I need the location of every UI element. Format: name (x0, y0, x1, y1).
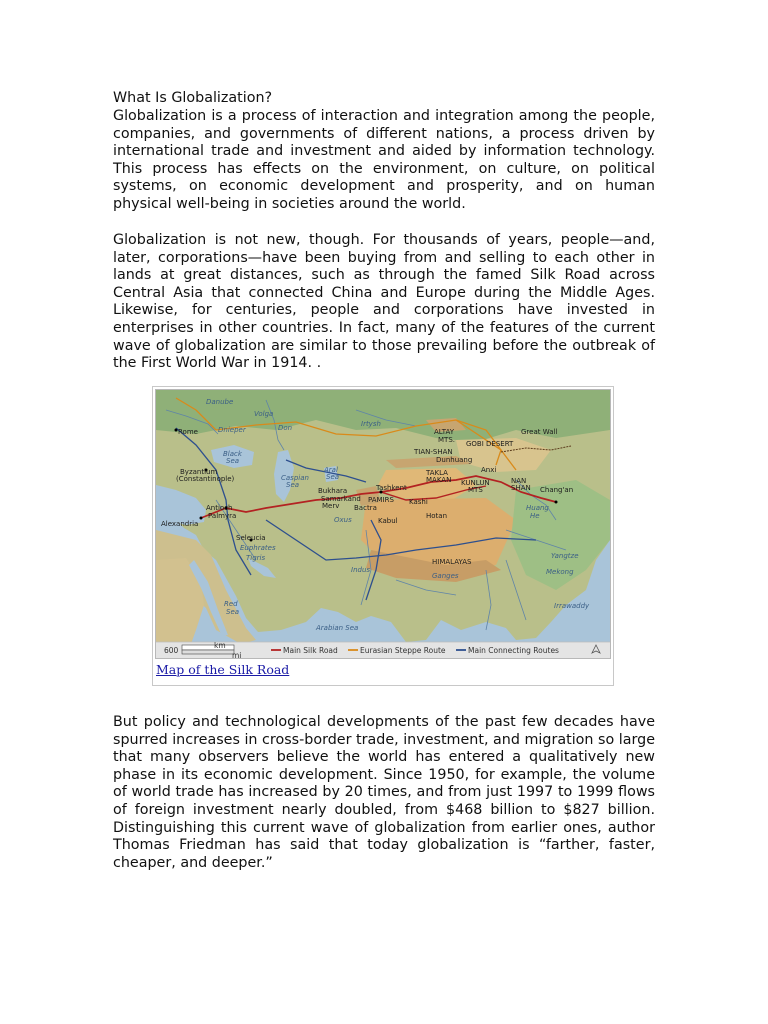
legend-connecting-text: Main Connecting Routes (468, 646, 559, 655)
label-bukhara: Bukhara (318, 487, 348, 495)
label-mekong: Mekong (546, 568, 574, 576)
label-caspian-2: Sea (286, 481, 300, 489)
label-constantinople: (Constantinople) (176, 475, 235, 483)
label-himalayas: HIMALAYAS (432, 558, 472, 566)
scale-bar-mi (182, 650, 234, 654)
alexandria-city (200, 517, 203, 520)
label-kunlun-2: MTS (468, 486, 483, 494)
label-he: He (530, 512, 540, 520)
label-samarkand: Samarkand (321, 495, 361, 503)
label-byzantium: Byzantium (180, 468, 218, 476)
label-euphrates: Euphrates (240, 544, 276, 552)
label-bactra: Bactra (354, 504, 377, 512)
label-nanshan: NAN (511, 477, 527, 485)
scale-bar-km (182, 645, 234, 650)
label-tianshan: TIAN-SHAN (414, 448, 453, 456)
map-caption-link[interactable]: Map of the Silk Road (156, 662, 290, 677)
paragraph-2: Globalization is not new, though. For thousands of years, people—and, later, corporations—have been buying from and selling to each other in lands at great distances, such as through the famed Silk Road across Central Asia that connected China and Europe during the Middle Ages. Likewise, for centuries, people and corporations have invested in enterprises in other countries. In fact, many of the features of the current wave of globalization are similar to those prevailing before the outbreak of the First World War in 1914. . (113, 232, 655, 372)
legend-steppe-text: Eurasian Steppe Route (360, 646, 446, 655)
label-merv: Merv (322, 502, 340, 510)
label-gobi: GOBI DESERT (466, 440, 514, 448)
label-antioch: Antioch (206, 504, 233, 512)
label-dunhuang: Dunhuang (436, 456, 473, 464)
label-hotan: Hotan (426, 512, 448, 520)
label-black-sea-2: Sea (226, 457, 240, 465)
label-dnieper: Dnieper (218, 426, 246, 434)
label-anxi: Anxi (481, 466, 497, 474)
label-altay-mts: MTS. (438, 436, 455, 444)
label-huang: Huang (526, 504, 549, 512)
label-oxus: Oxus (334, 516, 352, 524)
label-alexandria: Alexandria (161, 520, 199, 528)
label-arabian-sea: Arabian Sea (316, 624, 359, 632)
label-nanshan-2: SHAN (511, 484, 531, 492)
label-ganges: Ganges (432, 572, 459, 580)
silk-road-map (155, 389, 611, 659)
label-volga: Volga (254, 410, 274, 418)
paragraph-1: Globalization is a process of interaction and integration among the people, companies, and governments of different nations, a process driven by international trade and investment and aided by information technology. This process has effects on the environment, on culture, on political systems, on economic development and prosperity, and on human physical well-being in societies around the world. (113, 108, 655, 212)
label-red-sea-2: Sea (226, 608, 240, 616)
label-kashi: Kashi (409, 498, 428, 506)
label-danube: Danube (206, 398, 234, 406)
label-kabul: Kabul (378, 517, 398, 525)
silk-road-figure (152, 386, 614, 686)
label-changan: Chang'an (540, 486, 574, 494)
label-aral-2: Sea (326, 473, 340, 481)
label-indus: Indus (351, 566, 371, 574)
scale-value: 600 (164, 646, 179, 655)
label-kunlun: KUNLUN (461, 479, 490, 487)
label-don: Don (278, 424, 293, 432)
changan-city (555, 501, 558, 504)
label-red-sea: Red (224, 600, 238, 608)
label-tigris: Tigris (246, 554, 266, 562)
label-caspian: Caspian (281, 474, 309, 482)
scale-km: km (214, 641, 226, 650)
label-taklamakan: TAKLA (426, 469, 448, 477)
label-rome: Rome (178, 428, 198, 436)
legend-main-text: Main Silk Road (283, 646, 338, 655)
label-altay: ALTAY (434, 428, 454, 436)
label-tashkent: Tashkent (376, 484, 407, 492)
scale-mi: mi (232, 651, 242, 658)
label-great-wall: Great Wall (521, 428, 558, 436)
label-pamirs: PAMIRS (368, 496, 394, 504)
page-title: What Is Globalization? (113, 90, 273, 106)
label-aral: Aral (324, 466, 338, 474)
label-yangtze: Yangtze (551, 552, 579, 560)
label-taklamakan-2: MAKAN (426, 476, 452, 484)
label-palmyra: Palmyra (208, 512, 237, 520)
label-black-sea: Black (223, 450, 242, 458)
label-seleucia: Seleucia (236, 534, 266, 542)
label-irrawaddy: Irrawaddy (554, 602, 590, 610)
label-irtysh: Irtysh (361, 420, 381, 428)
paragraph-3: But policy and technological developments of the past few decades have spurred increases in cross-border trade, investment, and migration so large that many observers believe the world has entered a qualitatively new phase in its economic development. Since 1950, for example, the volume of world trade has increased by 20 times, and from just 1997 to 1999 flows of foreign investment nearly doubled, from $468 billion to $827 billion. Distinguishing this current wave of globalization from earlier ones, author Thomas Friedman has said that today globalization is “farther, faster, cheaper, and deeper.” (113, 714, 655, 871)
